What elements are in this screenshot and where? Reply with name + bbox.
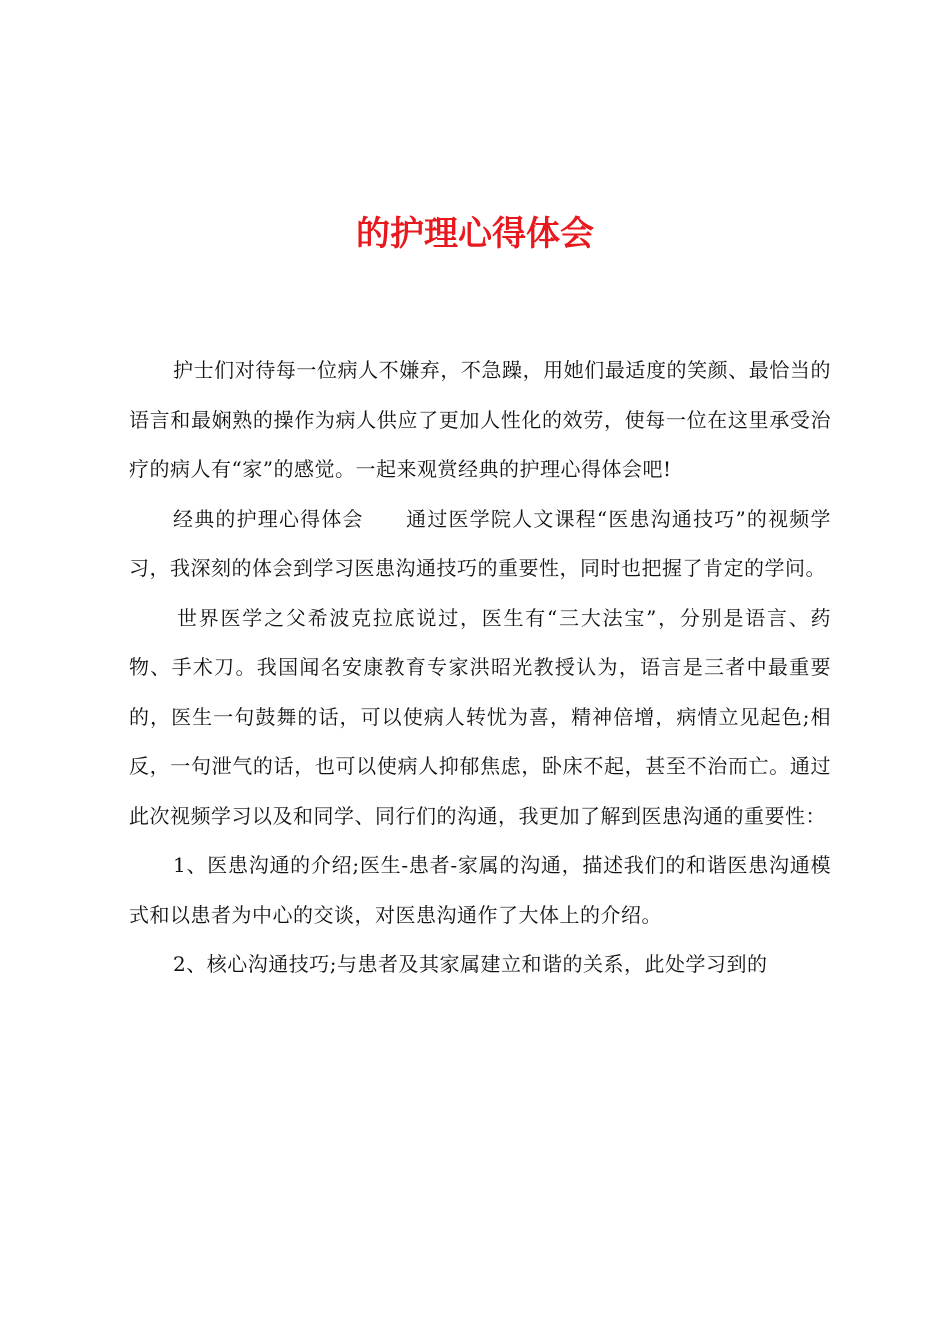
paragraph-hippocrates: 世界医学之父希波克拉底说过，医生有“三大法宝”，分别是语言、药物、手术刀。我国闻名安康教育专家洪昭光教授认为，语言是三者中最重要的，医生一句鼓舞的话，可以使病人转忧为喜，精神倍增，病情立见起色;相反，一句泄气的话，也可以使病人抑郁焦虑，卧床不起，甚至不治而亡。通过此次视频学习以及和同学、同行们的沟通，我更加了解到医患沟通的重要性：: [129, 605, 831, 828]
page-title: 的护理心得体会: [356, 214, 594, 254]
document-body: [129, 346, 831, 990]
paragraph-intro: 护士们对待每一位病人不嫌弃，不急躁，用她们最适度的笑颜、最恰当的语言和最娴熟的操作为病人供应了更加人性化的效劳，使每一位在这里承受治疗的病人有“家”的感觉。一起来观赏经典的护理心得体会吧!: [129, 358, 831, 481]
paragraph-item-2: 2、核心沟通技巧;与患者及其家属建立和谐的关系，此处学习到的: [173, 952, 768, 976]
paragraph-item-1: 1、医患沟通的介绍;医生-患者-家属的沟通，描述我们的和谐医患沟通模式和以患者为中心的交谈，对医患沟通作了大体上的介绍。: [129, 853, 831, 927]
paragraph-course: 经典的护理心得体会 通过医学院人文课程“医患沟通技巧”的视频学习，我深刻的体会到学习医患沟通技巧的重要性，同时也把握了肯定的学问。: [129, 506, 831, 580]
